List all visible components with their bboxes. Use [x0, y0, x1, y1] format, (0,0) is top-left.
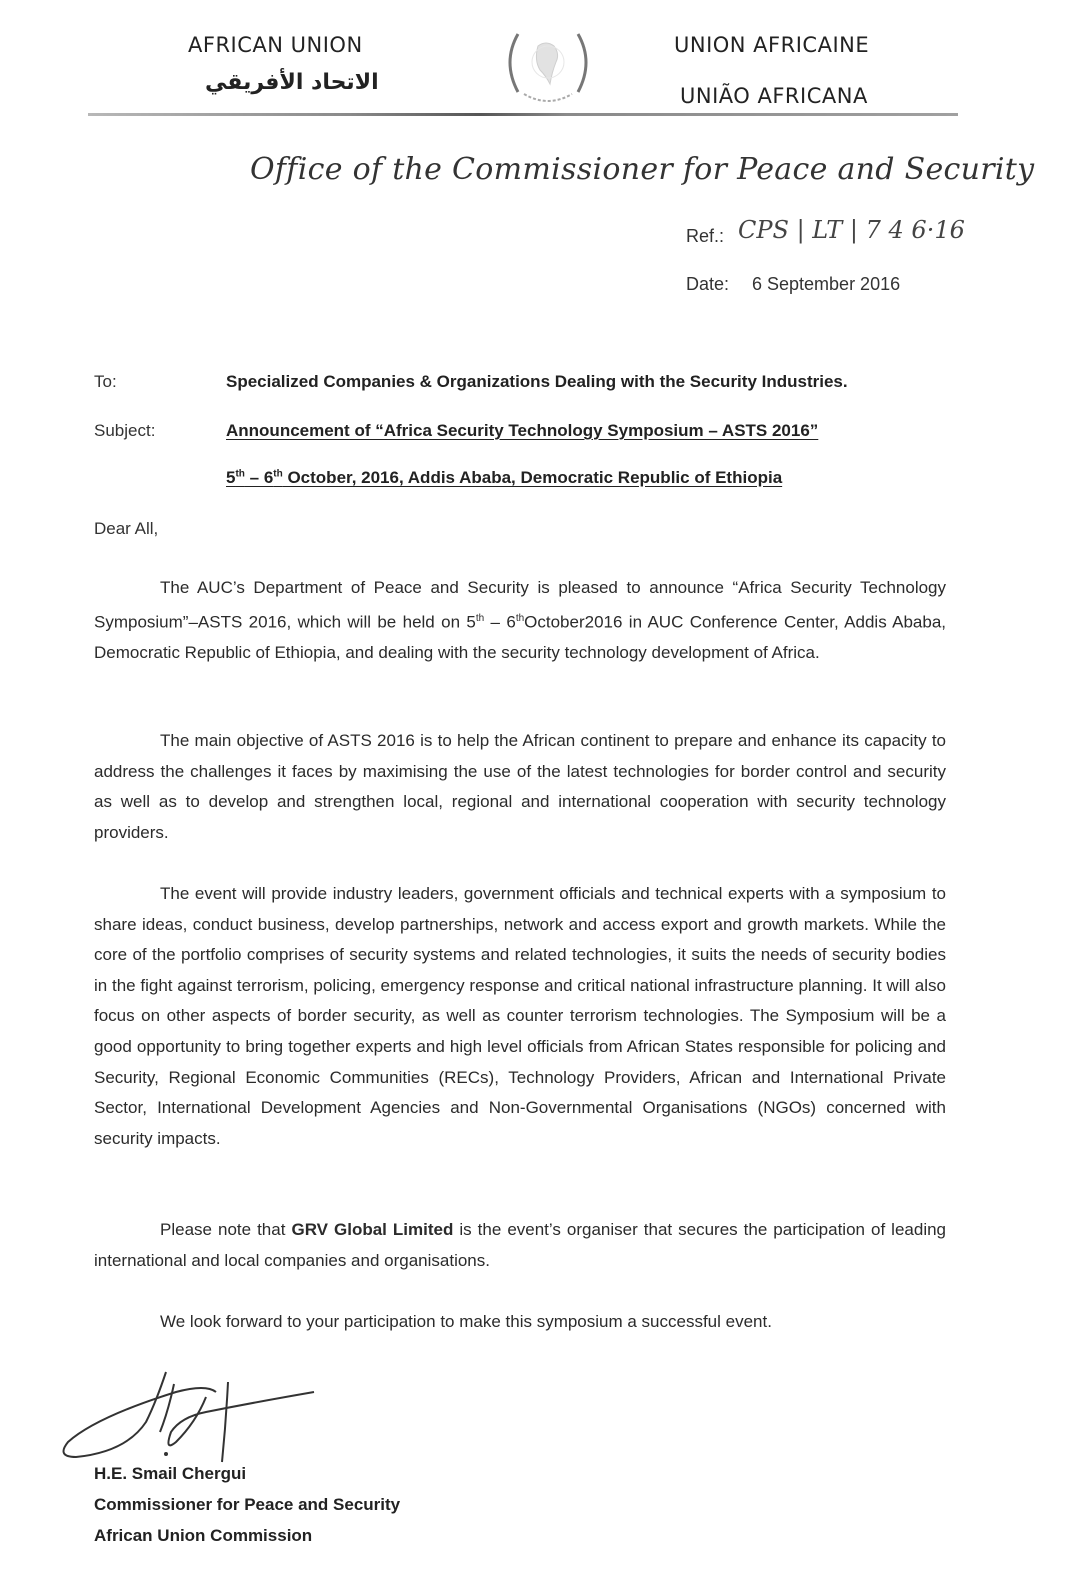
date-label: Date: [686, 274, 730, 294]
subject-day-2-suffix: th [273, 468, 283, 480]
subject-label: Subject: [94, 421, 156, 440]
signatory-title: Commissioner for Peace and Security [94, 1495, 401, 1514]
letterhead-african-union: AFRICAN UNION [188, 33, 363, 57]
subject-day-1: 5 [226, 468, 236, 487]
organiser-name: GRV Global Limited [291, 1220, 454, 1239]
signatory-organization: African Union Commission [94, 1526, 313, 1545]
paragraph-text: The main objective of ASTS 2016 is to help the African continent to prepare and enhance its capacity to address the challenges it faces by maximising the use of the latest technologies for border control and security as well as to develop and strengthen local, regional and international cooperation with security technology providers. [94, 731, 946, 842]
paragraph-text: is the event’s organiser that secures the participation of leading international and local companies and organisations. [94, 1220, 947, 1270]
paragraph-text: Please note that [160, 1220, 292, 1239]
subject-day-1-suffix: th [235, 468, 245, 480]
paragraph-text: – 6 [484, 612, 516, 632]
signatory-name: H.E. Smail Chergui [94, 1464, 247, 1483]
paragraph-text: We look forward to your participation to make this symposium a successful event. [160, 1312, 772, 1331]
paragraph-announcement [94, 573, 946, 668]
subject-line-1: Announcement of “Africa Security Technology Symposium – ASTS 2016” [226, 421, 819, 440]
letterhead-union-africaine: UNION AFRICAINE [674, 33, 870, 57]
paragraph-organiser [94, 1215, 946, 1276]
subject-day-2: – 6 [244, 468, 274, 487]
paragraph-text: October2016 in AUC Conference Center, Addis Ababa, Democratic Republic of Ethiopia, and dealing with the security technology development of Africa. [94, 612, 946, 662]
ordinal-suffix: th [475, 612, 485, 624]
date-value: 6 September 2016 [752, 274, 901, 294]
office-title: Office of the Commissioner for Peace and Security [250, 152, 1035, 187]
reference-label: Ref.: [686, 226, 725, 246]
paragraph-text: The AUC’s Department of Peace and Security is pleased to announce “Africa Security Technology Symposium”–ASTS 2016, which will be held on 5 [94, 578, 946, 632]
african-union-emblem-icon [496, 22, 600, 108]
to-value: Specialized Companies & Organizations Dealing with the Security Industries. [226, 372, 848, 391]
salutation: Dear All, [94, 519, 159, 538]
letterhead-divider [88, 113, 958, 116]
letterhead-uniao-africana: UNIÃO AFRICANA [680, 84, 868, 108]
letterhead-arabic: الاتحاد الأفريقي [205, 70, 379, 95]
ordinal-suffix: th [515, 612, 525, 624]
paragraph-objective [94, 726, 946, 848]
handwritten-signature-icon [56, 1362, 326, 1472]
subject-location: October, 2016, Addis Ababa, Democratic Republic of Ethiopia [282, 468, 783, 487]
to-label: To: [94, 372, 117, 391]
paragraph-closing [94, 1307, 946, 1338]
subject-line-2 [226, 468, 782, 488]
paragraph-text: The event will provide industry leaders, government officials and technical experts with a symposium to share ideas, conduct business, develop partnerships, network and access export and growth markets. While the core of the portfolio comprises of security systems and related technologies, it suits the needs of security bodies in the fight against terrorism, policing, emergency response and critical national infrastructure planning. It will also focus on other aspects of border security, as well as counter terrorism technologies. The Symposium will be a good opportunity to bring together experts and high level officials from African States responsible for policing and Security, Regional Economic Communities (RECs), Technology Providers, African and International Private Sector, International Development Agencies and Non-Governmental Organisations (NGOs) concerned with security impacts. [94, 884, 946, 1148]
paragraph-event-details [94, 879, 946, 1154]
reference-value: CPS | LT | 7 4 6·16 [738, 216, 965, 244]
